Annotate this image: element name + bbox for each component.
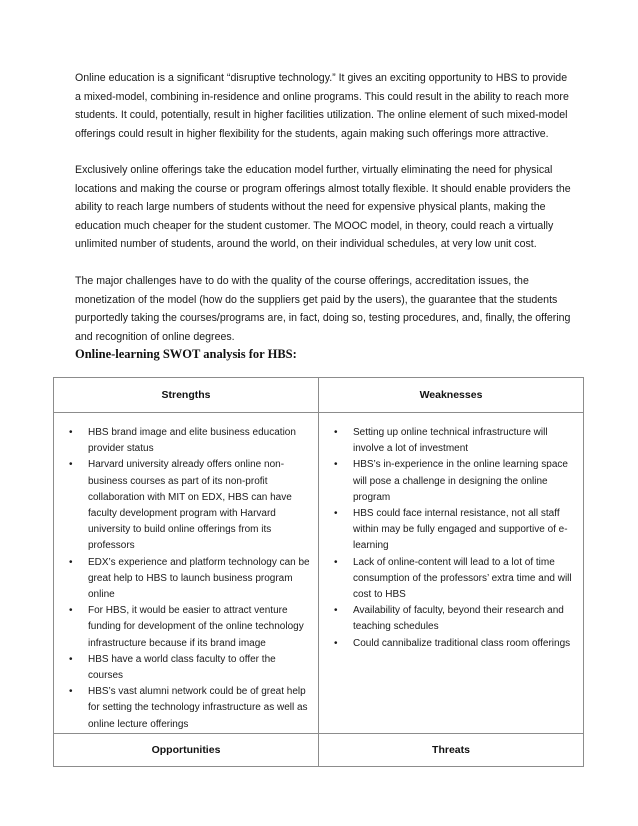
strengths-item: • HBS brand image and elite business education provider status [54,425,318,457]
strengths-item: • Harvard university already offers online non-business courses as part of its non-profit collaboration with MIT on EDX, HBS can have faculty development program with Harvard university to build online offerings from its professors [54,457,318,554]
threats-header: Threats [319,733,584,766]
weaknesses-item: • HBS’s in-experience in the online learning space will pose a challenge in designing the online program [319,457,583,506]
strengths-header: Strengths [54,378,319,413]
strengths-item: • HBS’s vast alumni network could be of great help for setting the technology infrastructure as well as online lecture offerings [54,684,318,733]
weaknesses-item: • Availability of faculty, beyond their research and teaching schedules [319,603,583,635]
swot-heading: Online-learning SWOT analysis for HBS: [75,347,297,361]
challenges-paragraph: The major challenges have to do with the quality of the course offerings, accreditation issues, the monetization of the model (how do the suppliers get paid by the users), the guarantee that the students purportedly taking the courses/programs are, in fact, doing so, testing procedures, and, finally, the offering and recognition of online degrees. [75,275,571,343]
strengths-item: • HBS have a world class faculty to offer the courses [54,652,318,684]
weaknesses-item: • HBS could face internal resistance, not all staff within may be fully engaged and supportive of e-learning [319,506,583,555]
online-offerings-paragraph: Exclusively online offerings take the education model further, virtually eliminating the need for physical locations and making the course or program offerings almost totally flexible. It should enable providers the ability to reach large numbers of students without the need for expensive physical plants, making the education much cheaper for the student customer. The MOOC model, in theory, could reach a virtually unlimited number of students, around the world, on their individual schedules, at very low unit cost. [75,164,571,251]
strengths-item: • EDX’s experience and platform technology can be great help to HBS to launch business program online [54,555,318,604]
weaknesses-item: • Could cannibalize traditional class room offerings [319,636,583,652]
weaknesses-item: • Lack of online-content will lead to a lot of time consumption of the professors’ extra time and will cost to HBS [319,555,583,604]
weaknesses-item: • Setting up online technical infrastructure will involve a lot of investment [319,425,583,457]
weaknesses-cell [319,413,584,734]
weaknesses-list [319,425,583,652]
strengths-item: • For HBS, it would be easier to attract venture funding for development of the online technology infrastructure because if its brand image [54,603,318,652]
swot-header-row [54,378,584,413]
swot-header-row-2 [54,733,584,766]
opportunities-header: Opportunities [54,733,319,766]
swot-table [53,377,584,767]
intro-paragraph: Online education is a significant “disruptive technology.” It gives an exciting opportunity to HBS to provide a mixed-model, combining in-residence and online programs. This could result in the ability to reach more students. It could, potentially, result in higher facilities utilization. The online element of such mixed-model offerings could result in higher flexibility for the students, again making such offerings more attractive. [75,72,569,140]
strengths-list [54,425,318,733]
strengths-cell [54,413,319,734]
weaknesses-header: Weaknesses [319,378,584,413]
swot-content-row [54,413,584,734]
